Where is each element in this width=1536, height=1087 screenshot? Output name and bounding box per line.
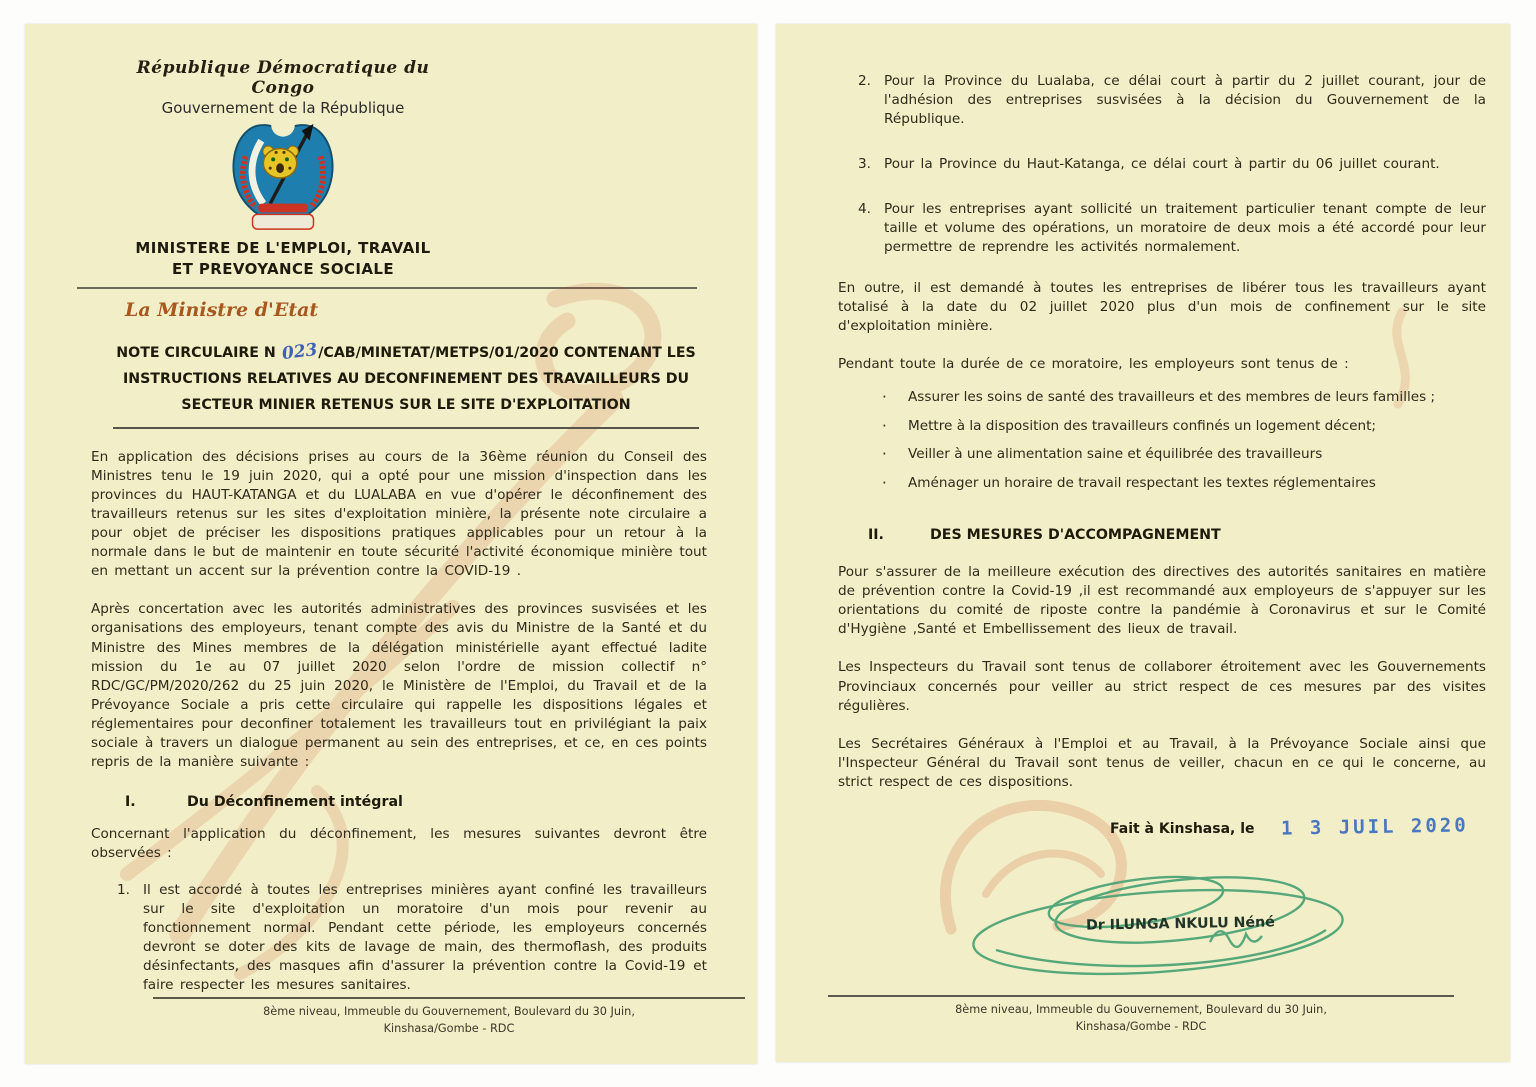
signature-block bbox=[838, 844, 1486, 1004]
item-number: 3. bbox=[858, 156, 871, 173]
item-text: Pour les entreprises ayant sollicité un traitement particulier tenant compte de leur taille et volume des opérations, un moratoire de deux mois a été accordé pour leur permettre de reprendre les activités normalement. bbox=[884, 201, 1486, 256]
bullet-icon: · bbox=[882, 445, 887, 464]
footer-address-line1: 8ème niveau, Immeuble du Gouvernement, Boulevard du 30 Juin, bbox=[955, 1003, 1327, 1017]
numbered-item-4 bbox=[858, 200, 1486, 257]
item-text: Pour la Province du Lualaba, ce délai court à partir du 2 juillet courant, jour de l'adhésion des entreprises susvisées à la décision du Gouvernement de la République. bbox=[884, 73, 1486, 128]
coat-of-arms-emblem bbox=[228, 119, 338, 237]
minister-title-script: La Ministre d'Etat bbox=[125, 298, 319, 321]
red-banner bbox=[258, 204, 307, 213]
item-number: 4. bbox=[858, 201, 871, 218]
government-line: Gouvernement de la République bbox=[161, 99, 405, 117]
section-2-heading bbox=[868, 527, 1486, 543]
numbered-item-3 bbox=[858, 155, 1486, 174]
signatory-name: Dr ILUNGA NKULU Néné bbox=[1085, 914, 1275, 934]
ministry-name-line2: ET PREVOYANCE SOCIALE bbox=[171, 259, 395, 278]
footer-address-line2: Kinshasa/Gombe - RDC bbox=[1075, 1020, 1207, 1034]
section-title: DES MESURES D'ACCOMPAGNEMENT bbox=[930, 527, 1221, 544]
numbered-item-1 bbox=[117, 881, 707, 995]
title-suffix: /CAB/MINETAT/METPS/01/2020 CONTENANT LES INSTRUCTIONS RELATIVES AU DECONFINEMENT DES TRAVAILLEURS DU SECTEUR MINIER RETENUS SUR LE SITE D'EXPLOITATION bbox=[122, 344, 696, 413]
section-number: II. bbox=[868, 527, 884, 544]
letterhead bbox=[103, 58, 463, 279]
list-item: · Aménager un horaire de travail respectant les textes réglementaires bbox=[882, 473, 1376, 492]
paragraph: En application des décisions prises au cours de la 36ème réunion du Conseil des Ministres tenu le 19 juin 2020, qui a opté pour une mission d'inspection dans les provinces du HAUT-KATANGA et du LUALABA en vue d'opérer le déconfinement des travailleurs retenus sur les sites d'exploitation minière, la présente note circulaire a pour objet de préciser les dispositions pratiques applicables pour un retour à la normale dans le but de maintenir en toute sécurité l'activité économique minière tout en mettant un accent sur la prévention contre la COVID-19 . bbox=[91, 449, 707, 580]
list-item: · Mettre à la disposition des travailleurs confinés un logement décent; bbox=[882, 416, 1376, 435]
page-1 bbox=[25, 24, 757, 1064]
page-footer bbox=[153, 997, 745, 1038]
plinth bbox=[253, 214, 314, 229]
date-stamp: 1 3 JUIL 2020 bbox=[1281, 814, 1470, 840]
header-divider bbox=[77, 287, 697, 289]
list-item: · Veiller à une alimentation saine et équilibrée des travailleurs bbox=[882, 445, 1323, 464]
paragraph: Les Secrétaires Généraux à l'Emploi et au Travail, à la Prévoyance Sociale ainsi que l'Inspecteur Général du Travail sont tenus de veiller, chacun en ce qui le concerne, au strict respect de ces dispositions. bbox=[838, 735, 1486, 790]
paragraph: Pendant toute la durée de ce moratoire, les employeurs sont tenus de : bbox=[838, 356, 1349, 373]
paragraph: Les Inspecteurs du Travail sont tenus de collaborer étroitement avec les Gouvernements Provinciaux concernés pour veiller au strict respect de ces mesures par des visites régulières. bbox=[838, 659, 1486, 714]
item-text: Il est accordé à toutes les entreprises minières ayant confiné les travailleurs sur le site d'exploitation un moratoire d'un mois pour revenir au fonctionnement normal. Pendant cette période, les employeurs concernés devront se doter des kits de lavage de main, des thermoflash, des produits désinfectants, des masques afin d'assurer la prévention contre la Covid-19 et faire respecter les mesures sanitaires. bbox=[143, 881, 707, 993]
numbered-item-2 bbox=[858, 72, 1486, 129]
footer-address-line1: 8ème niveau, Immeuble du Gouvernement, Boulevard du 30 Juin, bbox=[263, 1005, 635, 1019]
bullet-icon: · bbox=[882, 416, 887, 435]
date-line bbox=[1110, 816, 1486, 838]
paragraph: En outre, il est demandé à toutes les entreprises de libérer tous les travailleurs ayant totalisé à la date du 02 juillet 2020 plus d'un mois de confinement sur le site d'exploitation minière. bbox=[838, 280, 1486, 335]
obligations-list bbox=[882, 388, 1486, 493]
section-1-heading bbox=[125, 794, 707, 810]
page-2 bbox=[776, 24, 1510, 1062]
bullet-icon: · bbox=[882, 473, 887, 492]
paragraph: Après concertation avec les autorités administratives des provinces susvisées et les organisations des employeurs, tenant compte des avis du Ministre de la Santé et du Ministre des Mines membres de la délégation ministérielle ayant effectué ladite mission du 1e au 07 juillet 2020 selon l'ordre de mission collectif n° RDC/GC/PM/2020/262 du 25 juin 2020, le Ministère de l'Emploi, du Travail et de la Prévoyance Sociale a pris cette circulaire qui rappelle les dispositions légales et réglementaires pour deconfiner totalement les travailleurs tout en privilégiant la paix sociale à travers un dialogue permanent au sein des entreprises, et ce, en ces points repris de la manière suivante : bbox=[91, 601, 707, 770]
section-number: I. bbox=[125, 793, 136, 810]
footer-address-line2: Kinshasa/Gombe - RDC bbox=[383, 1022, 515, 1036]
paragraph: Concernant l'application du déconfinement, les mesures suivantes devront être observées : bbox=[91, 825, 707, 861]
list-item: · Assurer les soins de santé des travailleurs et des membres de leurs familles ; bbox=[882, 388, 1436, 407]
ministry-name-line1: MINISTERE DE L'EMPLOI, TRAVAIL bbox=[135, 239, 431, 257]
item-number: 1. bbox=[117, 881, 130, 898]
page-footer bbox=[828, 995, 1454, 1036]
date-label: Fait à Kinshasa, le bbox=[1110, 820, 1255, 837]
item-number: 2. bbox=[858, 73, 871, 89]
handwritten-number: 023 bbox=[280, 339, 319, 364]
document-title bbox=[113, 337, 699, 430]
country-name: République Démocratique du Congo bbox=[136, 58, 430, 98]
item-text: Pour la Province du Haut-Katanga, ce délai court à partir du 06 juillet courant. bbox=[884, 156, 1440, 173]
section-title: Du Déconfinement intégral bbox=[187, 793, 403, 810]
bullet-icon: · bbox=[882, 388, 887, 407]
title-prefix: NOTE CIRCULAIRE N bbox=[116, 344, 281, 361]
paragraph: Pour s'assurer de la meilleure exécution des directives des autorités sanitaires en matière de prévention contre la Covid-19 ,il est recommandé aux employeurs de s'appuyer sur les orientations du comité de riposte contre la pandémie à Coronavirus et sur le Comité d'Hygiène ,Santé et Embellissement des lieux de travail. bbox=[838, 564, 1486, 638]
